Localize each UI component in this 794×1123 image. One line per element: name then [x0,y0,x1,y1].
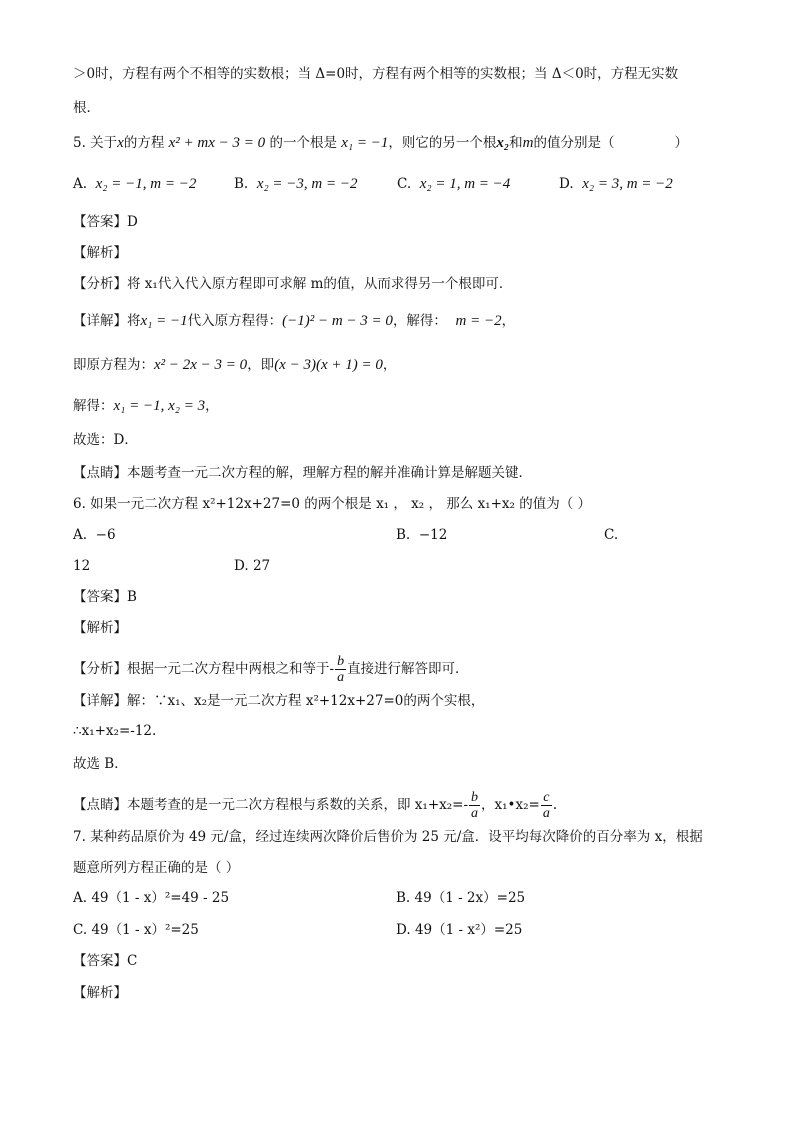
q6-option-d: D. 27 [234,558,271,574]
q7-analysis-tag: 【解析】 [73,985,127,1001]
q5-stem [73,133,688,153]
intro-line-1: ＞0时，方程有两个不相等的实数根；当 Δ=0时，方程有两个相等的实数根；当 Δ＜0时，方程无实数 [73,66,679,82]
q7-option-c: C. 49（1 - x）²=25 [73,922,199,938]
q6-detail-line-2: ∴x₁+x₂=-12. [73,723,157,739]
q5-option-b: B. x₂ = −3, m = −2 [234,176,358,192]
q6-stem: 6. 如果一元二次方程 x²+12x+27=0 的两个根是 x₁ ， x₂ ， 那么 x₁+x₂ 的值为（ ） [73,496,592,512]
q5-stem-c: 的一个根是 [269,135,337,151]
q5-option-d: D. x₂ = 3, m = −2 [559,176,673,192]
q5-stem-d: ，则它的另一个根 [388,135,497,151]
q5-dianjing: 【点睛】本题考查一元二次方程的解，理解方程的解并准确计算是解题关键． [73,465,532,481]
q6-option-a: A. −6 [73,527,116,543]
q5-close: ） [674,135,688,151]
q6-option-c-letter: C. [604,527,619,543]
q5-var-x2: x₂ [496,135,510,151]
q7-stem-line-2: 题意所列方程正确的是（ ） [73,860,240,876]
q7-option-b: B. 49（1 - 2x）=25 [396,890,526,906]
q5-root: x₁ = −1 [341,135,389,151]
q5-answer: 【答案】D [73,214,138,230]
q5-equation: x² + mx − 3 = 0 [168,135,266,151]
q7-answer: 【答案】C [73,953,138,969]
fraction-c-over-a: $\frac{c}{a}$ [542,790,550,821]
q6-choose: 故选 B． [73,756,128,772]
fraction-b-over-a: $\frac{b}{a}$ [337,654,345,685]
q5-detail-line-3: 解得：x₁ = −1, x₂ = 3， [73,398,219,414]
q6-fenxi: 【分析】根据一元二次方程中两根之和等于- $\frac{b}{a}$ 直接进行解答即可． [73,654,469,685]
q5-stem-a: 5. 关于 [73,135,118,151]
q5-and: 和 [509,135,523,151]
q5-stem-e: 的值分别是（ [533,135,615,151]
q5-stem-b: 的方程 [123,135,165,151]
q7-option-d: D. 49（1 - x²）=25 [396,922,523,938]
q5-detail-line-1: 【详解】将x₁ = −1代入原方程得：(−1)² − m − 3 = 0，解得： m = −2， [73,313,516,329]
q7-option-a: A. 49（1 - x）²=49 - 25 [73,890,230,906]
q5-choose: 故选：D． [73,432,138,448]
fraction-b-over-a-2: $\frac{b}{a}$ [471,790,479,821]
q5-option-c: C. x₂ = 1, m = −4 [397,176,511,192]
q5-var-x: x [117,135,124,151]
q6-answer: 【答案】B [73,589,137,605]
q5-option-a: A. x₂ = −1, m = −2 [73,176,197,192]
q6-option-b: B. −12 [396,527,448,543]
intro-line-2: 根． [73,100,100,116]
q5-detail-line-2: 即原方程为：x² − 2x − 3 = 0，即(x − 3)(x + 1) = 0， [73,357,397,373]
q5-var-m: m [522,135,534,151]
q5-fenxi: 【分析】将 x₁代入代入原方程即可求解 m的值，从而求得另一个根即可． [73,276,513,292]
q5-analysis-tag: 【解析】 [73,245,127,261]
q6-detail-line-1: 【详解】解：∵x₁、x₂是一元二次方程 x²+12x+27=0的两个实根， [73,693,485,709]
q7-stem-line-1: 7. 某种药品原价为 49 元/盒，经过连续两次降价后售价为 25 元/盒．设平均每次降价的百分率为 x，根据 [73,829,703,845]
q6-option-c-text: 12 [73,558,91,574]
q6-dianjing: 【点睛】本题考查的是一元二次方程根与系数的关系，即 x₁+x₂=- $\frac{b}{a}$ ，x₁•x₂= $\frac{c}{a}$ . [73,790,558,821]
q6-analysis-tag: 【解析】 [73,620,127,636]
